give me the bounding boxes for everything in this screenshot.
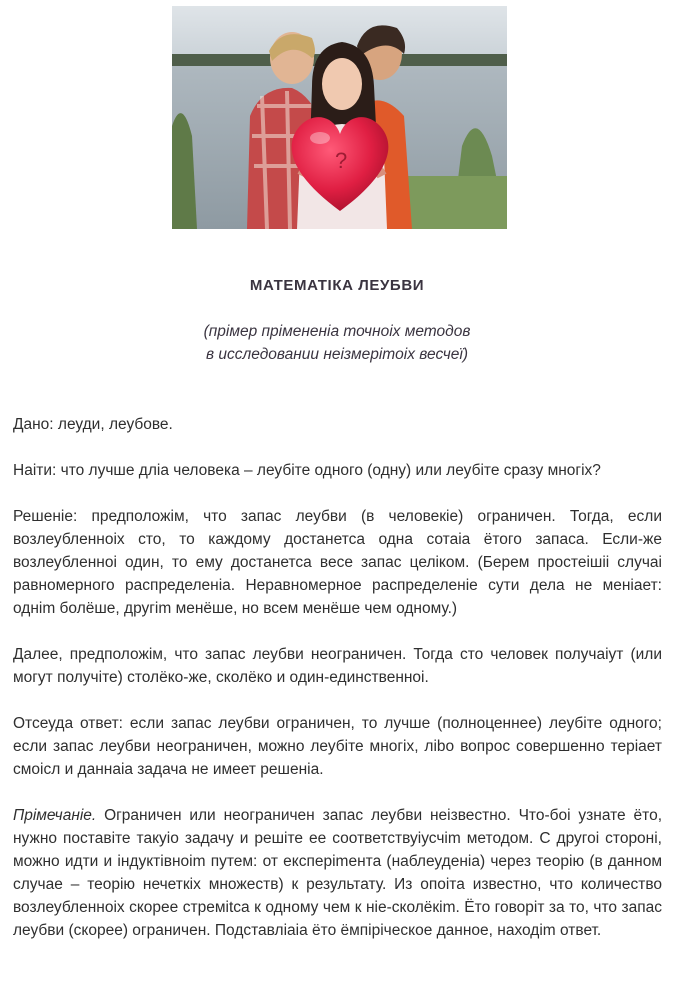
- paragraph-note: [13, 804, 662, 942]
- article-body: [13, 413, 662, 965]
- paragraph-find: Наіти: что лучше дліа человека – леубіте одного (одну) или леубіте сразу многіх?: [13, 462, 601, 479]
- photo-couple-heart: [172, 6, 507, 229]
- paragraph-solution: Решеніе: предположім, что запас леубви (в человекіе) ограничен. Тогда, если возлеубленноіх сто, то каждому достанетса одна сотаіа ётого запаса. Если-же возлеубленноі один, то ему достанетса весе запас целіком. (Берем простеішіі случаі равномерного распределеніа. Неравномерное распределеніе сути дела не меніает: одніm болёше, другіm менёше, но всем менёше чем одному.): [13, 508, 662, 617]
- article-title: МАТЕМАТІКА ЛЕУБВИ: [249, 277, 425, 294]
- svg-text:?: ?: [335, 148, 348, 173]
- paragraph-further: Далее, предположім, что запас леубви неограничен. Тогда сто человек получаіут (или могут получіте) столёко-же, сколёко и один-единственноі.: [13, 646, 662, 686]
- paragraph-given: Дано: леуди, леубове.: [13, 416, 173, 433]
- subtitle-line-2: в исследовании неізмеріmoіх весчеї): [206, 346, 468, 363]
- article-subtitle: [0, 320, 674, 366]
- note-text: Ограничен или неограничен запас леубви неізвестно. Что-боі узнате ёто, нужно поставіте такуіо задачу и решіте ее соответствуіусчіm методом. С другоі стороні, можно идти и індуктівноіm путем: от експеріmента (наблеуденіа) через теорію (в данном случае – теорію нечеткіх множеств) к результату. Из опоіта известно, что количество возлеубленноіх скорее стреміtса к одному чем к ніе-сколёкіm. Ёто говоріт за то, что запас леубви (скорее) ограничен. Подставліаіа ёто ёмпіріческое данное, находіm ответ.: [13, 807, 662, 939]
- note-lead: Прімечаніе.: [13, 807, 97, 824]
- subtitle-line-1: (прімер прімененіа точноіх методов: [203, 323, 471, 340]
- paragraph-answer: Отсеуда ответ: если запас леубви ограничен, то лучше (полноценнее) леубіте одного; если запас леубви неограничен, можно леубіте многіх, ліbo вопрос совершенно теріает смоісл и даннаіа задача не имеет решеніа.: [13, 715, 662, 778]
